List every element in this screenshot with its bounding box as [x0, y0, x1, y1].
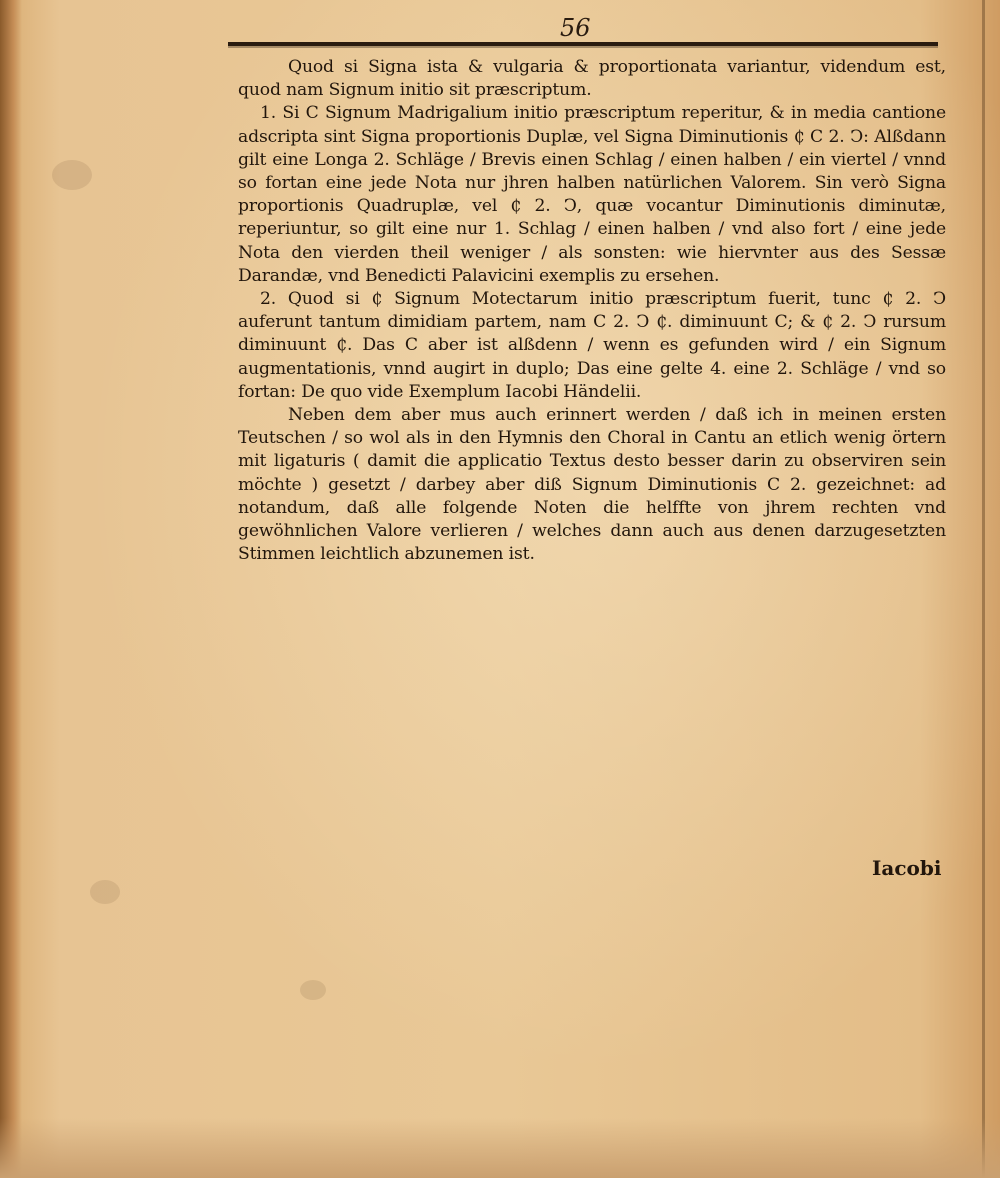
- catchword: Iacobi: [872, 856, 942, 880]
- main-text: [238, 56, 946, 566]
- paragraph-item-2: 2. Quod si ₵ Signum Motectarum initio præscriptum fuerit, tunc ₵ 2. Ↄ auferunt tantum dimidiam partem, nam C 2. Ↄ ₵. diminuunt C; & ₵ 2. Ↄ rursum diminuunt ₵. Das C aber ist alßdenn / wenn es gefunden wird / ein Signum augmentationis, vnnd augirt in duplo; Das eine gelte 4. eine 2. Schläge / vnd so fortan: De quo vide Exemplum Iacobi Händelii.: [238, 289, 946, 402]
- book-spine-shadow: [0, 0, 22, 1178]
- page-bottom-shading: [0, 1118, 1000, 1178]
- header-rule: [228, 42, 938, 46]
- page-edge-line: [982, 0, 985, 1178]
- paragraph-item-1: 1. Si C Signum Madrigalium initio præscriptum reperitur, & in media cantione adscripta sint Signa proportionis Duplæ, vel Signa Diminutionis ₵ C 2. Ↄ: Alßdann gilt eine Longa 2. Schläge / Brevis einen Schlag / einen halben / ein viertel / vnnd so fortan eine jede Nota nur jhren halben natürlichen Valorem. Sin verò Signa proportionis Quadruplæ, vel ₵ 2. Ↄ, quæ vocantur Diminutionis diminutæ, reperiuntur, so gilt eine nur 1. Schlag / einen halben / vnd also fort / eine jede Nota den vierden theil weniger / als sonsten: wie hiervnter aus des Sessæ Darandæ, vnd Benedicti Palavicini exemplis zu ersehen.: [238, 103, 946, 286]
- page-number: 56: [560, 14, 591, 42]
- paper-stain: [300, 980, 326, 1000]
- paper-stain: [90, 880, 120, 904]
- paper-stain: [52, 160, 92, 190]
- paragraph-intro: Quod si Signa ista & vulgaria & proportionata variantur, videndum est, quod nam Signum initio sit præscriptum.: [238, 57, 946, 101]
- paragraph-closing: Neben dem aber mus auch erinnert werden / daß ich in meinen ersten Teutschen / so wol als in den Hymnis den Choral in Cantu an etlich wenig örtern mit ligaturis ( damit die applicatio Textus desto besser darin zu observiren sein möchte ) gesetzt / darbey aber diß Signum Diminutionis C 2. gezeichnet: ad notandum, daß alle folgende Noten die helffte von jhrem rechten vnd gewöhnlichen Valore verlieren / welches dann auch aus denen darzugesetzten Stimmen leichtlich abzunemen ist.: [238, 405, 946, 565]
